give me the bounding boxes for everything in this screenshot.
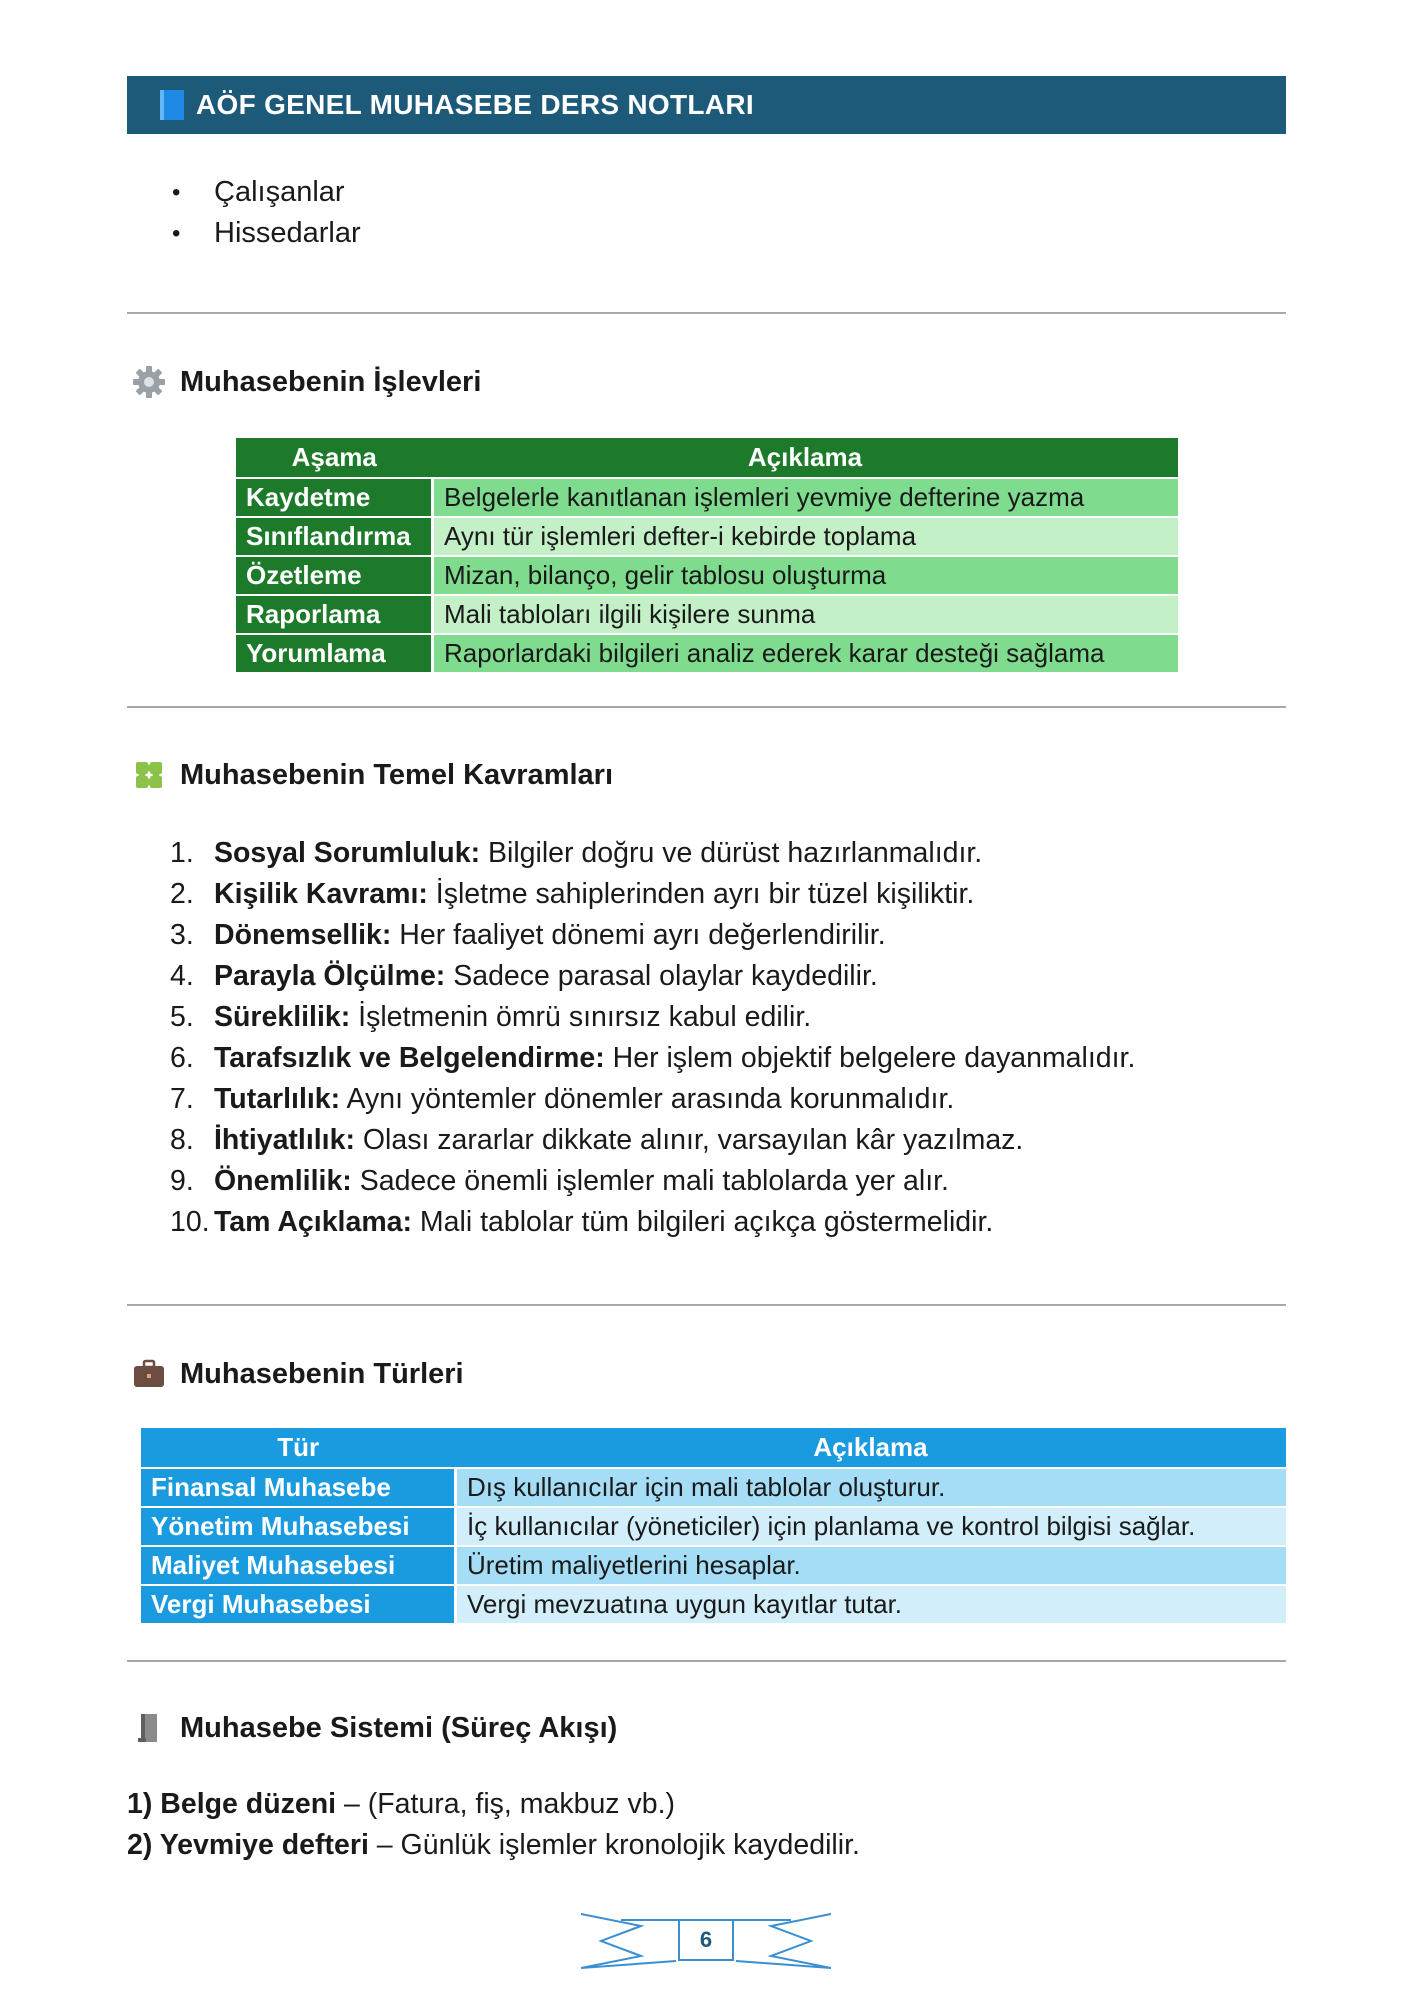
item-number: 9. xyxy=(170,1165,194,1197)
item-term: Tarafsızlık ve Belgelendirme: xyxy=(214,1042,605,1074)
section-heading-system xyxy=(132,1711,617,1745)
item-number: 7. xyxy=(170,1083,194,1115)
stage-cell: Raporlama xyxy=(236,595,433,634)
section-title: Muhasebenin İşlevleri xyxy=(180,365,482,398)
header-bar xyxy=(127,76,1286,134)
intro-bullet-list xyxy=(170,172,361,254)
table-header-row xyxy=(236,438,1178,478)
table-header-row xyxy=(141,1428,1286,1468)
briefcase-icon xyxy=(132,1357,166,1391)
description-cell: Dış kullanıcılar için mali tablolar oluşturur. xyxy=(456,1468,1286,1507)
table-row xyxy=(141,1585,1286,1623)
item-text: Sadece parasal olaylar kaydedilir. xyxy=(445,960,878,992)
process-flow xyxy=(127,1784,860,1866)
table-row xyxy=(236,595,1178,634)
page-number-badge xyxy=(581,1906,831,1976)
item-number: 4. xyxy=(170,960,194,992)
item-term: Sosyal Sorumluluk: xyxy=(214,837,481,869)
list-item xyxy=(170,956,1135,997)
puzzle-icon xyxy=(132,758,166,792)
description-cell: Raporlardaki bilgileri analiz ederek karar desteği sağlama xyxy=(433,634,1178,672)
list-item: • Hissedarlar xyxy=(170,213,361,254)
description-cell: Mali tabloları ilgili kişilere sunma xyxy=(433,595,1178,634)
stage-cell: Yorumlama xyxy=(236,634,433,672)
item-term: Tam Açıklama: xyxy=(214,1206,412,1238)
divider xyxy=(127,1304,1286,1306)
table-row xyxy=(236,478,1178,517)
item-number: 5. xyxy=(170,1001,194,1033)
table-row xyxy=(236,556,1178,595)
stage-cell: Kaydetme xyxy=(236,478,433,517)
item-number: 8. xyxy=(170,1124,194,1156)
page-number: 6 xyxy=(699,1927,713,1952)
section-title: Muhasebe Sistemi (Süreç Akışı) xyxy=(180,1711,618,1744)
description-cell: Mizan, bilanço, gelir tablosu oluşturma xyxy=(433,556,1178,595)
stage-cell: Özetleme xyxy=(236,556,433,595)
item-term: Süreklilik: xyxy=(214,1001,351,1033)
type-cell: Maliyet Muhasebesi xyxy=(141,1546,456,1585)
divider xyxy=(127,1660,1286,1662)
stage-cell: Sınıflandırma xyxy=(236,517,433,556)
functions-table xyxy=(236,438,1178,672)
list-item xyxy=(170,915,1135,956)
column-header: Tür xyxy=(141,1428,456,1468)
list-item xyxy=(170,1079,1135,1120)
step-term: 1) Belge düzeni xyxy=(127,1788,337,1820)
list-item xyxy=(170,874,1135,915)
list-item xyxy=(170,833,1135,874)
list-item xyxy=(170,1120,1135,1161)
section-title: Muhasebenin Türleri xyxy=(180,1357,464,1390)
table-row xyxy=(141,1546,1286,1585)
column-header: Açıklama xyxy=(456,1428,1286,1468)
gear-icon xyxy=(132,365,166,399)
step-term: 2) Yevmiye defteri xyxy=(127,1829,369,1861)
section-title: Muhasebenin Temel Kavramları xyxy=(180,758,614,791)
list-item xyxy=(170,1161,1135,1202)
process-step xyxy=(127,1784,860,1825)
divider xyxy=(127,312,1286,314)
item-number: 6. xyxy=(170,1042,194,1074)
book-spine-icon xyxy=(132,1711,166,1745)
column-header: Açıklama xyxy=(433,438,1178,478)
item-number: 10. xyxy=(170,1206,210,1238)
item-term: Önemlilik: xyxy=(214,1165,352,1197)
item-text: Her işlem objektif belgelere dayanmalıdır. xyxy=(604,1042,1136,1074)
item-text: Aynı yöntemler dönemler arasında korunmalıdır. xyxy=(340,1083,955,1115)
divider xyxy=(127,706,1286,708)
table-row xyxy=(141,1507,1286,1546)
description-cell: Vergi mevzuatına uygun kayıtlar tutar. xyxy=(456,1585,1286,1623)
table-row xyxy=(236,634,1178,672)
item-text: Mali tablolar tüm bilgileri açıkça göstermelidir. xyxy=(412,1206,994,1238)
item-term: Dönemsellik: xyxy=(214,919,392,951)
concepts-list xyxy=(170,833,1135,1243)
item-text: Olası zararlar dikkate alınır, varsayılan kâr yazılmaz. xyxy=(354,1124,1024,1156)
item-term: Kişilik Kavramı: xyxy=(214,878,428,910)
type-cell: Finansal Muhasebe xyxy=(141,1468,456,1507)
description-cell: Üretim maliyetlerini hesaplar. xyxy=(456,1546,1286,1585)
description-cell: Aynı tür işlemleri defter-i kebirde toplama xyxy=(433,517,1178,556)
item-text: Bilgiler doğru ve dürüst hazırlanmalıdır. xyxy=(480,837,983,869)
document-title: AÖF GENEL MUHASEBE DERS NOTLARI xyxy=(196,89,754,120)
step-text: – (Fatura, fiş, makbuz vb.) xyxy=(336,1788,675,1820)
type-cell: Yönetim Muhasebesi xyxy=(141,1507,456,1546)
step-text: – Günlük işlemler kronolojik kaydedilir. xyxy=(368,1829,860,1861)
column-header: Aşama xyxy=(236,438,433,478)
item-text: İşletmenin ömrü sınırsız kabul edilir. xyxy=(350,1001,812,1033)
item-number: 2. xyxy=(170,878,194,910)
list-item: • Çalışanlar xyxy=(170,172,361,213)
section-heading-functions xyxy=(132,365,481,399)
table-row xyxy=(141,1468,1286,1507)
item-text: Her faaliyet dönemi ayrı değerlendirilir. xyxy=(391,919,886,951)
list-item xyxy=(170,1038,1135,1079)
section-heading-types xyxy=(132,1357,464,1391)
list-item xyxy=(170,1202,1135,1243)
item-term: Parayla Ölçülme: xyxy=(214,960,446,992)
book-icon xyxy=(160,90,184,120)
description-cell: Belgelerle kanıtlanan işlemleri yevmiye defterine yazma xyxy=(433,478,1178,517)
item-number: 3. xyxy=(170,919,194,951)
item-term: İhtiyatlılık: xyxy=(214,1124,355,1156)
item-term: Tutarlılık: xyxy=(214,1083,341,1115)
table-row xyxy=(236,517,1178,556)
section-heading-concepts xyxy=(132,758,613,792)
type-cell: Vergi Muhasebesi xyxy=(141,1585,456,1623)
list-item xyxy=(170,997,1135,1038)
types-table xyxy=(141,1428,1286,1623)
description-cell: İç kullanıcılar (yöneticiler) için planlama ve kontrol bilgisi sağlar. xyxy=(456,1507,1286,1546)
item-number: 1. xyxy=(170,837,194,869)
process-step xyxy=(127,1825,860,1866)
item-text: İşletme sahiplerinden ayrı bir tüzel kişiliktir. xyxy=(427,878,975,910)
item-text: Sadece önemli işlemler mali tablolarda yer alır. xyxy=(351,1165,949,1197)
